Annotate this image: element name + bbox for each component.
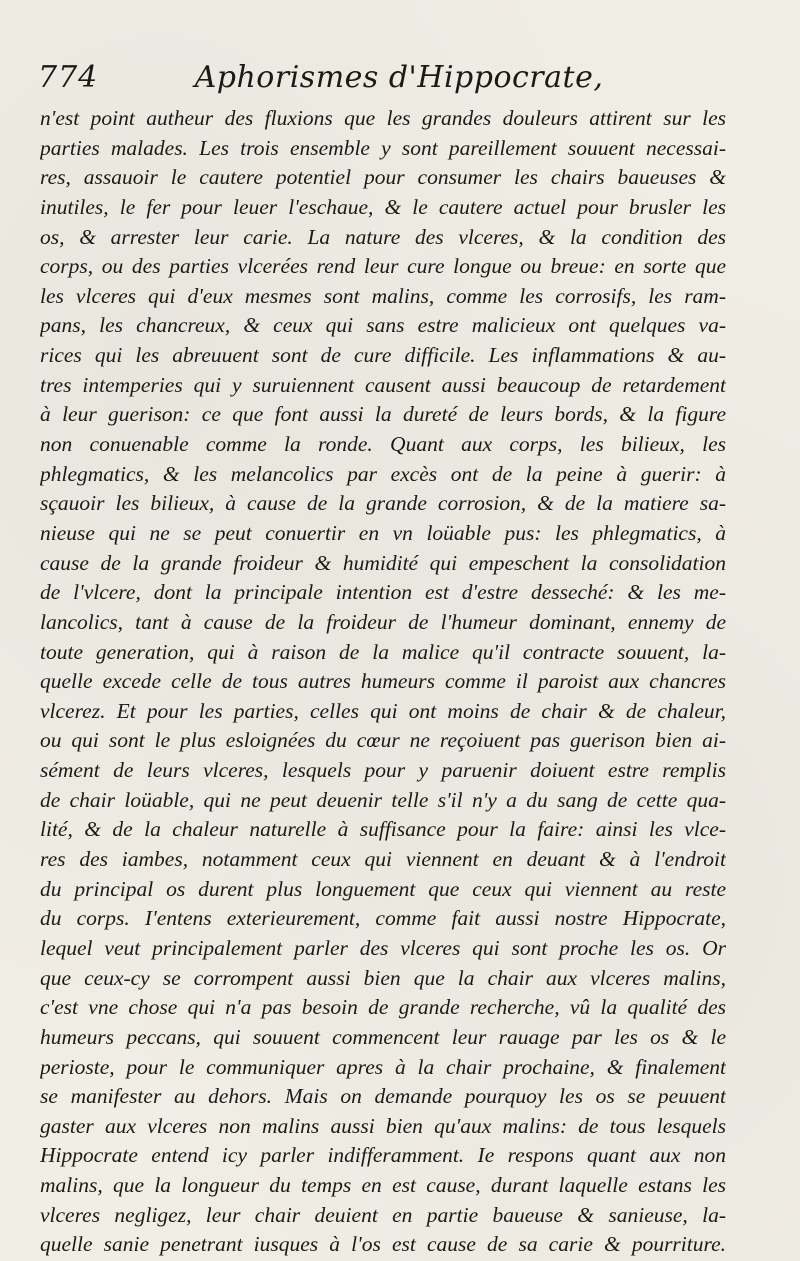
text-line: vlcerez. Et pour les parties, celles qui ont moins de chair & de chaleur, [40,698,726,723]
text-line: nieuse qui ne se peut conuertir en vn loüable pus: les phlegmatics, à [40,520,726,545]
text-line: humeurs peccans, qui souuent commencent leur rauage par les os & le [40,1024,726,1049]
text-line: vlceres negligez, leur chair deuient en partie baueuse & sanieuse, la- [40,1202,726,1227]
text-line: pans, les chancreux, & ceux qui sans estre malicieux ont quelques va- [40,313,726,338]
text-line: quelle excede celle de tous autres humeurs comme il paroist aux chancres [40,669,726,694]
text-line: Hippocrate entend icy parler indifferamment. Ie respons quant aux non [40,1143,726,1168]
text-line: sçauoir les bilieux, à cause de la grande corrosion, & de la matiere sa- [40,491,726,516]
text-line: toute generation, qui à raison de la malice qu'il contracte souuent, la- [40,639,726,664]
running-title: Aphorismes d'Hippocrate, [194,60,604,95]
text-line: du principal os durent plus longuement que ceux qui viennent au reste [40,876,726,901]
text-line: se manifester au dehors. Mais on demande pourquoy les os se peuuent [40,1084,726,1109]
text-line: de chair loüable, qui ne peut deuenir telle s'il n'y a du sang de cette qua- [40,787,726,812]
text-line: malins, que la longueur du temps en est cause, durant laquelle estans les [40,1173,726,1198]
text-line: lité, & de la chaleur naturelle à suffisance pour la faire: ainsi les vlce- [40,817,726,842]
text-line: phlegmatics, & les melancolics par excès ont de la peine à guerir: à [40,461,726,486]
text-line: du corps. I'entens exterieurement, comme fait aussi nostre Hippocrate, [40,906,726,931]
text-line: tres intemperies qui y suruiennent causent aussi beaucoup de retardement [40,372,726,397]
text-line: ou qui sont le plus esloignées du cœur ne reçoiuent pas guerison bien ai- [40,728,726,753]
text-line: lancolics, tant à cause de la froideur de l'humeur dominant, ennemy de [40,609,726,634]
text-line: c'est vne chose qui n'a pas besoin de grande recherche, vû la qualité des [40,995,726,1020]
text-line: res, assauoir le cautere potentiel pour consumer les chairs baueuses & [40,165,726,190]
text-line: gaster aux vlceres non malins aussi bien qu'aux malins: de tous lesquels [40,1113,726,1138]
text-line: rices qui les abreuuent sont de cure difficile. Les inflammations & au- [40,343,726,368]
page-header [38,58,760,98]
text-line: les vlceres qui d'eux mesmes sont malins, comme les corrosifs, les ram- [40,283,726,308]
text-line: cause de la grande froideur & humidité qui empeschent la consolidation [40,550,726,575]
text-line: que ceux-cy se corrompent aussi bien que la chair aux vlceres malins, [40,965,726,990]
page-number: 774 [38,60,99,95]
text-line: corps, ou des parties vlcerées rend leur cure longue ou breue: en sorte que [40,254,726,279]
text-line: non conuenable comme la ronde. Quant aux corps, les bilieux, les [40,432,726,457]
text-line: os, & arrester leur carie. La nature des vlceres, & la condition des [40,224,726,249]
text-line: à leur guerison: ce que font aussi la dureté de leurs bords, & la figure [40,402,726,427]
text-line: res des iambes, notamment ceux qui viennent en deuant & à l'endroit [40,847,726,872]
text-line: quelle sanie penetrant iusques à l'os est cause de sa carie & pourriture. [40,1232,726,1257]
body-text [40,104,726,1260]
text-line: n'est point autheur des fluxions que les grandes douleurs attirent sur les [40,106,726,130]
text-line: perioste, pour le communiquer apres à la chair prochaine, & finalement [40,1054,726,1079]
text-line: de l'vlcere, dont la principale intention est d'estre desseché: & les me- [40,580,726,605]
text-line: lequel veut principalement parler des vlceres qui sont proche les os. Or [40,935,726,960]
text-line: parties malades. Les trois ensemble y sont pareillement souuent necessai- [40,135,726,160]
text-line: sément de leurs vlceres, lesquels pour y paruenir doiuent estre remplis [40,758,726,783]
text-line: inutiles, le fer pour leuer l'eschaue, & le cautere actuel pour brusler les [40,194,726,219]
